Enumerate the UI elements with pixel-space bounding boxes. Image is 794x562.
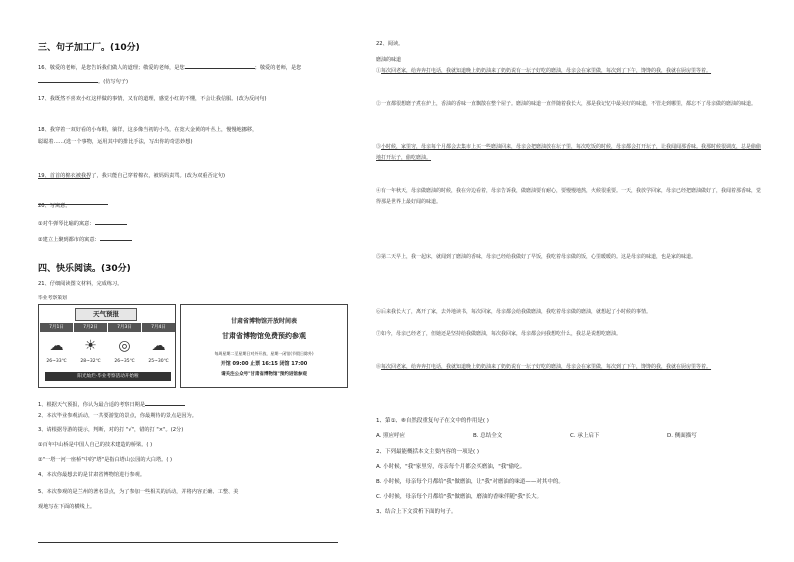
article-title: 磨油的味道 <box>376 57 402 63</box>
museum-reservation: 请关注公众号"甘肃省博物馆"预约进馆参观 <box>221 372 307 377</box>
q20-blank-1[interactable] <box>95 218 127 225</box>
article-paragraph-7: ⑦如今，母亲已经老了，但她还是坚持给我做磨油，每次我回家，母亲都会问我想吃什么，我总是说想吃磨油。 <box>376 331 622 337</box>
question-21-subtitle: 毕业考察策划 <box>38 296 67 301</box>
question-22-1: 1、第①、⑧自然段重复句子在文中的作用是( ) <box>376 418 489 424</box>
museum-title: 甘肃省博物馆开放时间表 <box>230 318 297 325</box>
weather-day-3: 7月3日 <box>108 323 141 332</box>
sun-icon: ☀ <box>84 338 97 354</box>
section-4-title: 四、快乐阅读。(30分) <box>38 264 131 274</box>
museum-hours: 开馆 09:00 止票 16:15 闭馆 17:00 <box>220 361 308 367</box>
article-paragraph-6: ⑥后来我长大了，离开了家，去外地读书，每次回家，母亲都会给我做磨油，我吃着母亲做的磨油，就想起了小时候的事情。 <box>376 309 652 315</box>
article-paragraph-5: ⑤第二天早上，我一起床，就闻到了磨油的香味，母亲已经给我做好了早饭，我吃着母亲做的饭，心里暖暖的。这是母亲的味道，也是家的味道。 <box>376 254 697 260</box>
museum-schedule-image <box>180 304 348 388</box>
q22-2-option-a[interactable]: A. 小时候，"我"家里穷，母亲每个月都会买磨油，"我"偷吃。 <box>376 464 526 470</box>
article-paragraph-1: ①每次回老家，给奔奔打电话，我就知道晚上奶奶油来了奶奶说有一坛子好吃的磨油，母亲会在家里做，每次到了下午，馋馋的我，我就在厨房里等着。 <box>376 68 712 74</box>
weather-day-2: 7月2日 <box>74 323 107 332</box>
question-22-title: 22、阅读。 <box>376 41 404 47</box>
question-22-3: 3、结合上下文赏析下面的句子。 <box>376 509 457 515</box>
q16-part2: ；敬爱的老师，是您 <box>254 65 302 71</box>
weather-footer: 阳光灿烂·毕业考察活动开始啦 <box>45 372 171 381</box>
question-21-4: 4、本次你最想去的是甘肃省博物馆进行参观。 <box>38 472 146 478</box>
question-20-item2: ②建立上聚到都市的寓意： <box>38 234 132 244</box>
question-17: 17、我既然不喜欢小红这样做的事情，又有的道理，感觉小红的不懂，不会让我信服。(改为反问句) <box>38 96 267 102</box>
article-paragraph-3: ③小时候，家里穷，母亲每个月都会去集市上买一些磨油回来，母亲会把磨油放在坛子里，每次吃饭的时候，母亲都会打开坛子，让我闻闻那香味。我那时候很调皮，总是偷偷地打开坛子，偷吃磨油。 <box>376 144 762 161</box>
weather-temp-3: 26~35℃ <box>114 359 135 364</box>
weather-temp-2: 28~32℃ <box>80 359 101 364</box>
q20-blank-2[interactable] <box>100 234 132 241</box>
weather-temp-1: 26~33℃ <box>46 359 67 364</box>
q22-2-option-b[interactable]: B. 小时候，母亲每个月都给"我"做磨油，让"我"对磨油的味道——对其中的。 <box>376 479 564 485</box>
q22-1-option-b[interactable]: B. 总结全文 <box>473 433 503 439</box>
q16-part1: 16、敬爱的老师，是您告诉我们做人的道理；敬爱的老师，是您 <box>38 65 185 71</box>
weather-day-1: 7月1日 <box>40 323 73 332</box>
question-21-5: 5、本次参观的是兰州的著名景点，为了参加一些相关的活动，并将内容正确、工整、美 <box>38 489 239 495</box>
question-16 <box>38 62 301 72</box>
question-21-1: 1、根据天气预报，你认为最合适的考察日期是 <box>38 399 185 409</box>
q16-blank-2[interactable] <box>38 76 98 83</box>
cloud-icon: ☁ <box>151 338 166 354</box>
q21-5-answer-line[interactable] <box>38 528 338 547</box>
question-20-title: 20、写寓意。 <box>38 203 71 209</box>
q16-part3: 。(仿写句子) <box>98 79 128 85</box>
q21-1-blank[interactable] <box>145 399 185 406</box>
question-21-3: 3、请根据导游的提示，判断，对的打 "√"，错的打 "×"。(2分) <box>38 427 184 433</box>
question-21-title: 21、仔细阅读图文材料，完成练习。 <box>38 281 123 287</box>
article-paragraph-4: ④有一年秋天，母亲做磨油的时候，我在旁边看着，母亲告诉我，做磨油要有耐心，要慢慢地熬，火候很重要。一天，我放学回家，母亲已经把磨油做好了，我闻着那香味，觉得那是世界上最好闻的味道。 <box>376 188 762 205</box>
museum-subtitle: 甘肃省博物馆免费预约参观 <box>222 331 306 340</box>
question-21-3a: ①百年中山桥是中国人自己的技术建造的桥梁。( ) <box>38 442 153 448</box>
article-paragraph-2: ②一直都很想磨子煮在炉上，香油的香味一直飘散在整个屋子。磨油的味道一直伴随着我长大，那是我记忆中最美好的味道，不管走到哪里，都忘不了母亲做的磨油的味道。 <box>376 101 757 107</box>
museum-opening-days: 每周星期二至星期日对外开放，星期一闭馆(节假日除外) <box>214 351 314 356</box>
question-20-item1: ①对牛弹琴比喻的寓意： <box>38 218 127 228</box>
sun-circle-icon: ◎ <box>118 338 131 354</box>
question-21-5b: 观地写在下面的横线上。 <box>38 504 96 510</box>
q16-blank-1[interactable] <box>185 62 255 69</box>
question-21-2: 2、本次毕业参观活动，一共要游览的景点，你最期待的景点是因为。 <box>38 413 197 419</box>
rain-cloud-icon: ☁ <box>49 338 64 354</box>
weather-title: 天气预报 <box>75 308 137 321</box>
q22-1-option-d[interactable]: D. 侧面描写 <box>667 433 697 439</box>
question-16-line2 <box>38 76 128 86</box>
question-21-3b: ②"一塔一河一座桥"中的"塔"是指白塔山公园的大白塔。( ) <box>38 457 173 463</box>
question-18-line2: 聪聪着……(选一个事物，运用其中的排比手法，写出你的奇思妙想) <box>38 139 193 145</box>
question-22-2: 2、下列最能概括本文主要内容的一项是( ) <box>376 449 480 455</box>
question-19: 19、首首的棉衣被我捏了，我只能自己穿着棉衣，被妈妈责骂。(改为双重否定句) <box>38 173 226 179</box>
q22-1-option-a[interactable]: A. 照应呼应 <box>376 433 406 439</box>
article-body <box>376 66 762 395</box>
question-18-line1: 18、我穿着一双好看的小布鞋，徜徉，这多像当初的小鸟，在宽大金黄的叶丛上，慢慢地挪移， <box>38 127 258 133</box>
weather-temp-4: 25~30℃ <box>148 359 169 364</box>
article-paragraph-8: ⑧每次回老家，给奔奔打电话，我就知道晚上奶奶油来了奶奶说有一坛子好吃的磨油，母亲会在家里做，每次到了下午，馋馋的我，我就在厨房里等着。 <box>376 364 712 370</box>
weather-forecast-image <box>38 304 176 388</box>
q22-1-option-c[interactable]: C. 承上启下 <box>570 433 600 439</box>
q22-2-option-c[interactable]: C. 小时候，母亲每个月都给"我"做磨油，磨油的香味伴随"我"长大。 <box>376 494 542 500</box>
section-3-title: 三、句子加工厂。(10分) <box>38 43 140 53</box>
weather-day-4: 7月4日 <box>142 323 175 332</box>
